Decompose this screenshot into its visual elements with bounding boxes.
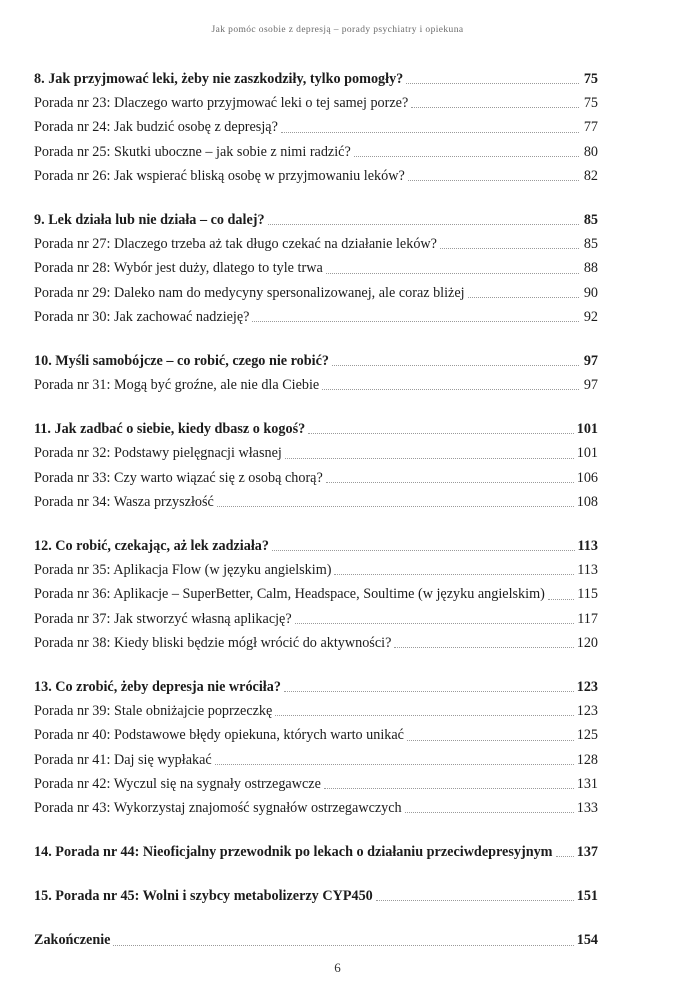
entry-title: Porada nr 35: Aplikacja Flow (w języku angielskim) xyxy=(34,562,332,579)
toc-entry xyxy=(34,558,598,582)
entry-title: Porada nr 28: Wybór jest duży, dlatego to tyle trwa xyxy=(34,260,323,277)
section-spacer xyxy=(34,908,598,928)
toc-entry xyxy=(34,796,598,820)
entry-page-number: 97 xyxy=(583,377,598,394)
entry-title: Porada nr 27: Dlaczego trzeba aż tak długo czekać na działanie leków? xyxy=(34,236,437,253)
toc-section xyxy=(34,675,598,820)
dot-leader xyxy=(284,690,574,692)
entry-page-number: 123 xyxy=(576,703,598,720)
toc-section xyxy=(34,928,598,952)
entry-page-number: 101 xyxy=(576,445,598,462)
entry-page-number: 106 xyxy=(576,469,598,486)
entry-title: Porada nr 42: Wyczul się na sygnały ostrzegawcze xyxy=(34,775,321,792)
dot-leader xyxy=(113,944,573,946)
entry-title: Porada nr 39: Stale obniżajcie poprzeczkę xyxy=(34,703,273,720)
entry-title: 13. Co zrobić, żeby depresja nie wróciła? xyxy=(34,678,281,695)
dot-leader xyxy=(376,899,574,901)
entry-title: 15. Porada nr 45: Wolni i szybcy metabolizerzy CYP450 xyxy=(34,888,373,905)
toc-chapter-entry xyxy=(34,208,598,232)
entry-page-number: 123 xyxy=(576,678,598,695)
toc-entry xyxy=(34,281,598,305)
dot-leader xyxy=(324,787,574,789)
toc-entry xyxy=(34,723,598,747)
dot-leader xyxy=(334,573,574,575)
toc-entry xyxy=(34,115,598,139)
dot-leader xyxy=(295,622,575,624)
dot-leader xyxy=(285,457,574,459)
toc-chapter-entry xyxy=(34,840,598,864)
toc-entry xyxy=(34,607,598,631)
toc-entry xyxy=(34,305,598,329)
toc-chapter-entry xyxy=(34,67,598,91)
entry-page-number: 108 xyxy=(576,493,598,510)
entry-title: Porada nr 38: Kiedy bliski będzie mógł wrócić do aktywności? xyxy=(34,634,392,651)
dot-leader xyxy=(394,646,573,648)
entry-page-number: 113 xyxy=(577,538,598,554)
dot-leader xyxy=(332,364,579,366)
toc-section xyxy=(34,208,598,329)
dot-leader xyxy=(215,763,574,765)
entry-page-number: 131 xyxy=(576,775,598,792)
entry-title: Porada nr 25: Skutki uboczne – jak sobie z nimi radzić? xyxy=(34,143,351,160)
entry-page-number: 90 xyxy=(583,284,598,301)
toc-section xyxy=(34,67,598,188)
entry-page-number: 77 xyxy=(583,119,598,136)
toc-entry xyxy=(34,466,598,490)
entry-title: 14. Porada nr 44: Nieoficjalny przewodnik po lekach o działaniu przeciwdepresyjnym xyxy=(34,844,553,861)
toc-chapter-entry xyxy=(34,675,598,699)
entry-title: Porada nr 23: Dlaczego warto przyjmować leki o tej samej porze? xyxy=(34,95,409,112)
toc-entry xyxy=(34,748,598,772)
entry-title: Porada nr 26: Jak wspierać bliską osobę w przyjmowaniu leków? xyxy=(34,167,405,184)
running-header: Jak pomóc osobie z depresją – porady psychiatry i opiekuna xyxy=(211,25,464,35)
entry-title: Porada nr 33: Czy warto wiązać się z osobą chorą? xyxy=(34,469,323,486)
entry-page-number: 151 xyxy=(576,888,598,905)
toc-section xyxy=(34,534,598,655)
section-spacer xyxy=(34,329,598,349)
entry-page-number: 101 xyxy=(576,421,598,438)
entry-title: 11. Jak zadbać o siebie, kiedy dbasz o kogoś? xyxy=(34,421,306,438)
entry-page-number: 80 xyxy=(583,143,598,160)
entry-title: 10. Myśli samobójcze – co robić, czego nie robić? xyxy=(34,352,329,369)
entry-page-number: 137 xyxy=(576,844,598,861)
section-spacer xyxy=(34,820,598,840)
dot-leader xyxy=(322,388,579,390)
dot-leader xyxy=(308,432,574,434)
dot-leader xyxy=(252,320,579,322)
entry-page-number: 154 xyxy=(576,932,598,949)
dot-leader xyxy=(440,247,579,249)
toc-chapter-entry xyxy=(34,534,598,558)
dot-leader xyxy=(275,714,573,716)
dot-leader xyxy=(281,131,579,133)
toc-entry xyxy=(34,582,598,606)
toc-entry xyxy=(34,140,598,164)
toc-entry xyxy=(34,772,598,796)
entry-title: 9. Lek działa lub nie działa – co dalej? xyxy=(34,211,265,228)
entry-page-number: 85 xyxy=(583,236,598,253)
entry-page-number: 92 xyxy=(583,308,598,325)
entry-page-number: 85 xyxy=(583,211,598,228)
entry-title: Porada nr 32: Podstawy pielęgnacji własnej xyxy=(34,445,282,462)
entry-title: Porada nr 34: Wasza przyszłość xyxy=(34,493,214,510)
toc-section xyxy=(34,840,598,864)
entry-title: Porada nr 37: Jak stworzyć własną aplikację? xyxy=(34,610,292,627)
entry-page-number: 117 xyxy=(577,610,598,627)
entry-page-number: 128 xyxy=(576,751,598,768)
entry-title: Zakończenie xyxy=(34,932,111,949)
toc-entry xyxy=(34,256,598,280)
entry-title: Porada nr 29: Daleko nam do medycyny spersonalizowanej, ale coraz bliżej xyxy=(34,284,465,301)
toc-entry xyxy=(34,91,598,115)
entry-title: Porada nr 40: Podstawowe błędy opiekuna, których warto unikać xyxy=(34,727,404,744)
toc-chapter-entry xyxy=(34,884,598,908)
entry-title: 8. Jak przyjmować leki, żeby nie zaszkodziły, tylko pomogły? xyxy=(34,71,404,87)
section-spacer xyxy=(34,397,598,417)
entry-page-number: 82 xyxy=(583,167,598,184)
toc-entry xyxy=(34,699,598,723)
toc-entry xyxy=(34,373,598,397)
table-of-contents xyxy=(34,67,598,953)
entry-title: Porada nr 31: Mogą być groźne, ale nie dla Ciebie xyxy=(34,377,320,394)
entry-page-number: 125 xyxy=(576,727,598,744)
toc-entry xyxy=(34,164,598,188)
entry-title: Porada nr 30: Jak zachować nadzieję? xyxy=(34,308,250,325)
section-spacer xyxy=(34,655,598,675)
dot-leader xyxy=(556,855,574,857)
toc-chapter-entry xyxy=(34,928,598,952)
dot-leader xyxy=(326,481,574,483)
toc-section xyxy=(34,349,598,397)
dot-leader xyxy=(217,505,574,507)
toc-entry xyxy=(34,441,598,465)
section-spacer xyxy=(34,864,598,884)
dot-leader xyxy=(405,811,574,813)
toc-section xyxy=(34,417,598,514)
dot-leader xyxy=(468,296,579,298)
entry-page-number: 113 xyxy=(577,562,598,579)
entry-title: Porada nr 24: Jak budzić osobę z depresją? xyxy=(34,119,278,136)
dot-leader xyxy=(406,82,579,84)
dot-leader xyxy=(354,155,579,157)
entry-page-number: 115 xyxy=(577,586,598,603)
entry-page-number: 133 xyxy=(576,799,598,816)
toc-chapter-entry xyxy=(34,417,598,441)
entry-title: Porada nr 36: Aplikacje – SuperBetter, Calm, Headspace, Soultime (w języku angielskim) xyxy=(34,586,545,603)
entry-page-number: 97 xyxy=(583,352,598,369)
section-spacer xyxy=(34,514,598,534)
entry-page-number: 88 xyxy=(583,260,598,277)
entry-title: 12. Co robić, czekając, aż lek zadziała? xyxy=(34,538,269,554)
dot-leader xyxy=(411,106,579,108)
dot-leader xyxy=(326,272,579,274)
section-spacer xyxy=(34,188,598,208)
dot-leader xyxy=(272,549,575,551)
entry-page-number: 120 xyxy=(576,634,598,651)
toc-chapter-entry xyxy=(34,349,598,373)
entry-title: Porada nr 43: Wykorzystaj znajomość sygnałów ostrzegawczych xyxy=(34,799,402,816)
toc-entry xyxy=(34,490,598,514)
toc-entry xyxy=(34,631,598,655)
dot-leader xyxy=(268,223,579,225)
entry-page-number: 75 xyxy=(583,71,598,87)
page-number: 6 xyxy=(334,960,341,975)
entry-title: Porada nr 41: Daj się wypłakać xyxy=(34,751,212,768)
dot-leader xyxy=(407,739,574,741)
entry-page-number: 75 xyxy=(583,95,598,112)
toc-section xyxy=(34,884,598,908)
dot-leader xyxy=(548,598,574,600)
dot-leader xyxy=(408,179,579,181)
toc-entry xyxy=(34,232,598,256)
